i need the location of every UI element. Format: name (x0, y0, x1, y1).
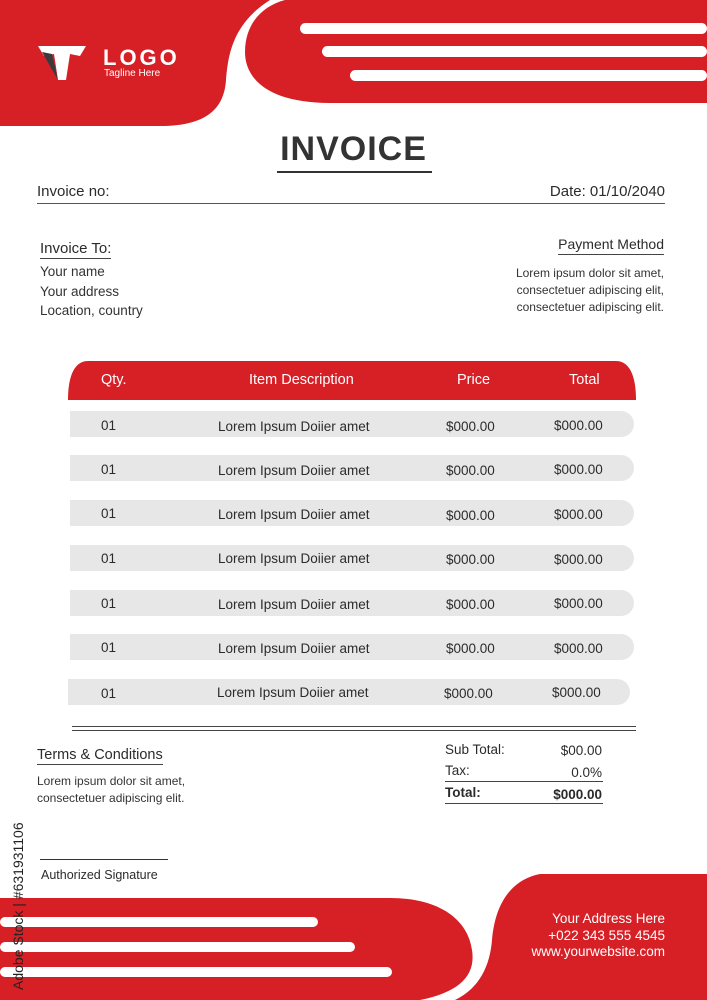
row-price: $000.00 (446, 419, 495, 434)
invoice-date: Date: 01/10/2040 (549, 183, 665, 200)
terms-line: Lorem ipsum dolor sit amet, (37, 774, 186, 788)
stock-watermark (10, 770, 34, 990)
row-qty: 01 (101, 686, 117, 701)
column-header-price: Price (457, 372, 491, 388)
subtotal-value: $00.00 (560, 743, 602, 758)
payment-method-heading: Payment Method (558, 236, 664, 255)
terms-line: consectetuer adipiscing elit. (37, 791, 185, 805)
row-description: Lorem Ipsum Doiier amet (218, 597, 370, 612)
payment-line: consectetuer adipiscing elit, (516, 283, 664, 297)
logo-text: LOGO (103, 45, 180, 70)
row-price: $000.00 (446, 463, 495, 478)
row-description: Lorem Ipsum Doiier amet (218, 463, 370, 478)
row-description: Lorem Ipsum Doiier amet (217, 685, 369, 700)
footer-address: Your Address Here (552, 911, 665, 926)
stock-watermark-text: Adobe Stock | #631931106 (10, 822, 26, 990)
invoice-to-heading: Invoice To: (40, 240, 112, 257)
subtotal-label: Sub Total: (445, 742, 505, 757)
row-total: $000.00 (554, 596, 603, 611)
row-total: $000.00 (554, 552, 603, 567)
row-qty: 01 (101, 596, 117, 611)
row-description: Lorem Ipsum Doiier amet (218, 551, 370, 566)
row-price: $000.00 (444, 686, 493, 701)
row-total: $000.00 (554, 641, 603, 656)
column-header-total: Total (569, 372, 600, 388)
row-price: $000.00 (446, 552, 495, 567)
tax-label: Tax: (445, 763, 470, 778)
row-description: Lorem Ipsum Doiier amet (218, 419, 370, 434)
row-total: $000.00 (554, 507, 603, 522)
tagline: Tagline Here (104, 68, 161, 79)
payment-line: Lorem ipsum dolor sit amet, (515, 266, 664, 280)
column-header-qty: Qty. (101, 372, 127, 388)
terms-heading: Terms & Conditions (37, 747, 163, 763)
row-total: $000.00 (552, 685, 601, 700)
row-description: Lorem Ipsum Doiier amet (218, 507, 370, 522)
row-price: $000.00 (446, 641, 495, 656)
total-value: $000.00 (553, 787, 602, 802)
payment-line: consectetuer adipiscing elit. (516, 300, 664, 314)
row-price: $000.00 (446, 597, 495, 612)
table-bottom-rule (72, 726, 636, 727)
tax-value: 0.0% (571, 765, 602, 780)
total-label: Total: (445, 785, 481, 800)
row-qty: 01 (101, 506, 117, 521)
row-qty: 01 (101, 551, 117, 566)
bill-to-address: Your address (40, 284, 120, 299)
page-title: INVOICE (280, 130, 427, 168)
row-total: $000.00 (554, 418, 603, 433)
footer-website: www.yourwebsite.com (531, 944, 665, 959)
row-description: Lorem Ipsum Doiier amet (218, 641, 370, 656)
signature-label: Authorized Signature (41, 868, 158, 882)
bill-to-name: Your name (40, 264, 105, 279)
logo-icon (36, 42, 88, 84)
table-bottom-rule (72, 730, 636, 731)
row-qty: 01 (101, 418, 117, 433)
bill-to-location: Location, country (40, 303, 143, 318)
summary-divider (445, 803, 603, 804)
summary-divider (445, 781, 603, 782)
title-underline (277, 171, 432, 173)
row-price: $000.00 (446, 508, 495, 523)
invoice-number-label: Invoice no: (37, 183, 110, 200)
header-divider (37, 203, 665, 204)
row-qty: 01 (101, 462, 117, 477)
column-header-description: Item Description (249, 372, 354, 388)
footer-phone: +022 343 555 4545 (548, 928, 665, 943)
signature-line (40, 859, 168, 860)
row-total: $000.00 (554, 462, 603, 477)
row-qty: 01 (101, 640, 117, 655)
